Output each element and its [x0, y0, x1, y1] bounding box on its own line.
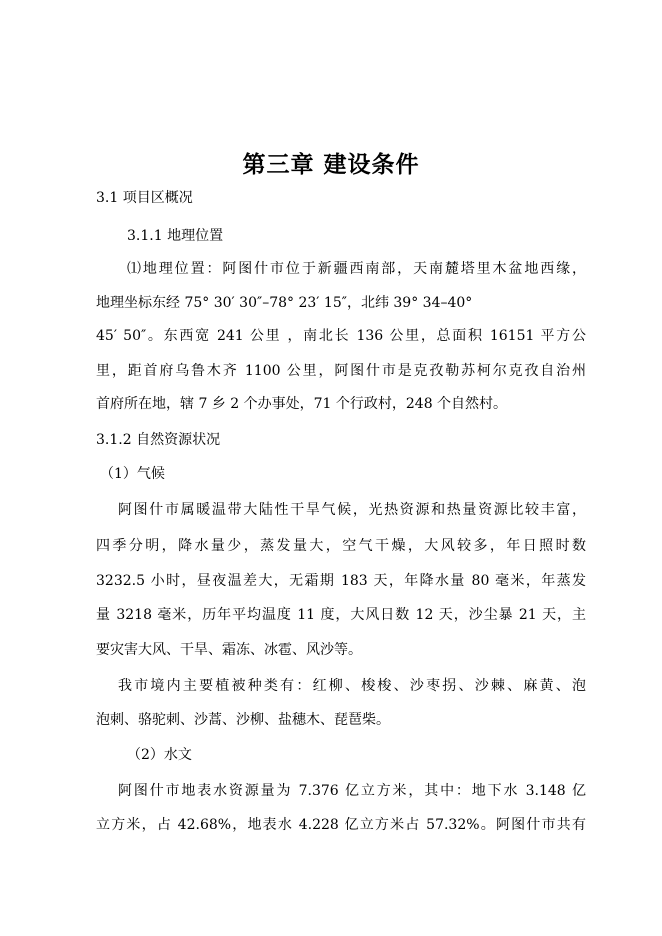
paragraph-line: ⑴地理位置：阿图什市位于新疆西南部，天南麓塔里木盆地西缘， — [127, 261, 586, 277]
subsection-heading-3-1-2: 3.1.2 自然资源状况 — [96, 432, 221, 448]
paragraph-line: 我市境内主要植被种类有：红柳、梭梭、沙枣拐、沙棘、麻黄、泡 — [118, 678, 586, 694]
chapter-title: 第三章 建设条件 — [242, 151, 420, 178]
paragraph-line: 阿图什市地表水资源量为 7.376 亿立方米，其中：地下水 3.148 亿 — [118, 783, 586, 799]
paragraph-line: 3232.5 小时，昼夜温差大，无霜期 183 天，年降水量 80 毫米，年蒸发 — [96, 573, 586, 589]
paragraph-line: 要灾害大风、干旱、霜冻、冰雹、风沙等。 — [96, 642, 362, 658]
paragraph-line: 量 3218 毫米，历年平均温度 11 度，大风日数 12 天，沙尘暴 21 天，主 — [96, 607, 586, 623]
paragraph-line: 里，距首府乌鲁木齐 1100 公里，阿图什市是克孜勒苏柯尔克孜自治州 — [96, 363, 586, 379]
subsection-heading-3-1-1: 3.1.1 地理位置 — [127, 228, 224, 244]
paragraph-line: 地理坐标东经 75° 30′ 30″–78° 23′ 15″，北纬 39° 34–40° — [96, 295, 473, 311]
subheading-climate: （1）气候 — [100, 466, 165, 482]
section-heading-3-1: 3.1 项目区概况 — [96, 190, 193, 206]
paragraph-line: 45′ 50″。东西宽 241 公里 ，南北长 136 公里，总面积 16151 平方公 — [96, 328, 586, 344]
paragraph-line: 立方米，占 42.68%，地表水 4.228 亿立方米占 57.32%。阿图什市共有 — [96, 817, 586, 833]
paragraph-line: 四季分明，降水量少，蒸发量大，空气干燥，大风较多，年日照时数 — [96, 538, 586, 554]
paragraph-line: 首府所在地，辖 7 乡 2 个办事处，71 个行政村，248 个自然村。 — [96, 396, 508, 412]
paragraph-line: 泡刺、骆驼刺、沙蒿、沙柳、盐穗木、琵琶柴。 — [96, 712, 390, 728]
subheading-hydrology: （2）水文 — [127, 747, 192, 763]
paragraph-line: 阿图什市属暖温带大陆性干旱气候，光热资源和热量资源比较丰富， — [118, 502, 586, 518]
